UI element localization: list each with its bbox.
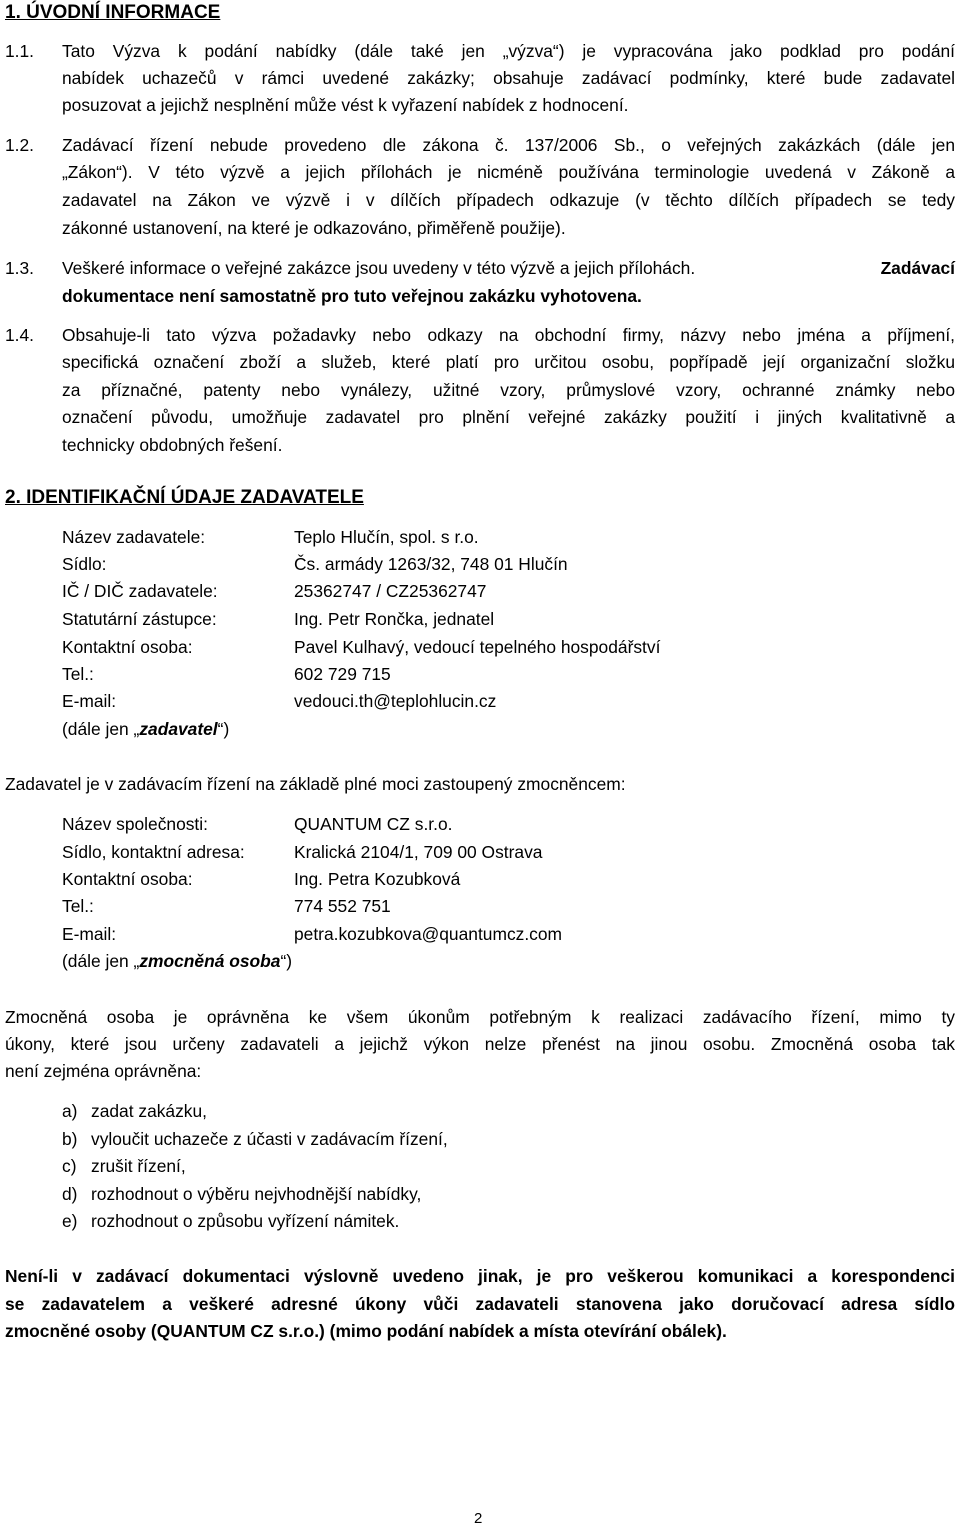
- page-number: 2: [474, 1510, 483, 1527]
- note-line: zmocněné osoby (QUANTUM CZ s.r.o.) (mimo podání nabídek a místa otevírání obálek).: [5, 1321, 727, 1341]
- paragraph-1-3-bold: Zadávací: [880, 258, 955, 278]
- list-item: rozhodnout o způsobu vyřízení námitek.: [91, 1211, 400, 1231]
- proxy-alias: (dále jen „zmocněná osoba“): [62, 951, 293, 971]
- field-value: Ing. Petra Kozubková: [294, 869, 461, 889]
- field-value: 602 729 715: [294, 664, 391, 684]
- paragraph-1-4-line: specifická označení zboží a služeb, které platí pro určitou osobu, popřípadě její organizační složku: [62, 352, 955, 372]
- field-label: Název zadavatele:: [62, 527, 206, 547]
- paragraph-1-4-line: Obsahuje-li tato výzva požadavky nebo odkazy na obchodní firmy, názvy nebo jména a příjmení,: [62, 325, 955, 345]
- list-marker: d): [62, 1184, 78, 1204]
- paragraph-1-2-line: zákonné ustanovení, na které je odkazováno, přiměřeně použije).: [62, 218, 566, 238]
- field-label: Tel.:: [62, 664, 94, 684]
- field-label: Kontaktní osoba:: [62, 637, 193, 657]
- paragraph-1-1-line: posuzovat a jejichž nesplnění může vést k vyřazení nabídek z hodnocení.: [62, 95, 629, 115]
- field-label: IČ / DIČ zadavatele:: [62, 581, 218, 601]
- field-label: Název společnosti:: [62, 814, 208, 834]
- paragraph-1-3-text: Veškeré informace o veřejné zakázce jsou uvedeny v této výzvě a jejich přílohách.: [62, 258, 696, 278]
- authority-line: úkony, které jsou určeny zadavateli a jejichž výkon nelze přenést na jinou osobu. Zmocněná osoba tak: [5, 1034, 955, 1054]
- field-value: Ing. Petr Rončka, jednatel: [294, 609, 495, 629]
- list-marker: e): [62, 1211, 78, 1231]
- paragraph-number-1-1: 1.1.: [5, 41, 35, 61]
- list-marker: b): [62, 1129, 78, 1149]
- paragraph-1-3-bold-line: dokumentace není samostatně pro tuto veřejnou zakázku vyhotovena.: [62, 286, 642, 306]
- field-label: Sídlo, kontaktní adresa:: [62, 842, 245, 862]
- paragraph-number-1-2: 1.2.: [5, 135, 35, 155]
- section-1-heading: 1. ÚVODNÍ INFORMACE: [5, 2, 221, 23]
- list-item: vyloučit uchazeče z účasti v zadávacím řízení,: [91, 1129, 448, 1149]
- paragraph-1-1-line: Tato Výzva k podání nabídky (dále také jen „výzva“) je vypracována jako podklad pro podání: [62, 41, 955, 61]
- field-label: E-mail:: [62, 691, 117, 711]
- field-value: 25362747 / CZ25362747: [294, 581, 487, 601]
- field-value: QUANTUM CZ s.r.o.: [294, 814, 453, 834]
- paragraph-1-3-line: [62, 258, 955, 279]
- field-value: 774 552 751: [294, 896, 391, 916]
- paragraph-number-1-4: 1.4.: [5, 325, 35, 345]
- paragraph-1-2-line: Zadávací řízení nebude provedeno dle zákona č. 137/2006 Sb., o veřejných zakázkách (dále jen: [62, 135, 955, 155]
- list-marker: a): [62, 1101, 78, 1121]
- paragraph-number-1-3: 1.3.: [5, 258, 35, 278]
- field-value: Pavel Kulhavý, vedoucí tepelného hospodářství: [294, 637, 661, 657]
- note-line: Není-li v zadávací dokumentaci výslovně uvedeno jinak, je pro veškerou komunikaci a korespondenci: [5, 1266, 955, 1286]
- field-value: Teplo Hlučín, spol. s r.o.: [294, 527, 479, 547]
- list-item: zrušit řízení,: [91, 1156, 186, 1176]
- paragraph-1-4-line: za příznačné, patenty nebo vynálezy, užitné vzory, průmyslové vzory, ochranné známky nebo: [62, 380, 955, 400]
- authority-line: není zejména oprávněna:: [5, 1061, 202, 1081]
- field-value: vedouci.th@teplohlucin.cz: [294, 691, 497, 711]
- list-item: rozhodnout o výběru nejvhodnější nabídky,: [91, 1184, 422, 1204]
- field-label: E-mail:: [62, 924, 117, 944]
- field-label: Sídlo:: [62, 554, 107, 574]
- paragraph-1-2-line: „Zákon“). V této výzvě a jejich přílohách je nicméně používána terminologie uvedená v Zákoně a: [62, 162, 955, 182]
- proxy-intro: Zadavatel je v zadávacím řízení na základě plné moci zastoupený zmocněncem:: [5, 774, 626, 794]
- contracting-alias: (dále jen „zadavatel“): [62, 719, 230, 739]
- field-label: Tel.:: [62, 896, 94, 916]
- authority-line: Zmocněná osoba je oprávněna ke všem úkonům potřebným k realizaci zadávacího řízení, mimo ty: [5, 1007, 955, 1027]
- paragraph-1-4-line: technicky obdobných řešení.: [62, 435, 283, 455]
- section-2-heading: 2. IDENTIFIKAČNÍ ÚDAJE ZADAVATELE: [5, 487, 364, 508]
- field-label: Statutární zástupce:: [62, 609, 217, 629]
- field-label: Kontaktní osoba:: [62, 869, 193, 889]
- list-item: zadat zakázku,: [91, 1101, 208, 1121]
- field-value: Čs. armády 1263/32, 748 01 Hlučín: [294, 554, 568, 574]
- paragraph-1-2-line: zadavatel na Zákon ve výzvě i v dílčích případech odkazuje (v těchto dílčích případech se tedy: [62, 190, 955, 210]
- note-line: se zadavatelem a veškeré adresné úkony vůči zadavateli stanovena jako doručovací adresa sídlo: [5, 1294, 955, 1314]
- field-value: petra.kozubkova@quantumcz.com: [294, 924, 563, 944]
- paragraph-1-4-line: označení původu, umožňuje zadavatel pro plnění veřejné zakázky použití i jiných kvalitativně a: [62, 407, 955, 427]
- list-marker: c): [62, 1156, 77, 1176]
- paragraph-1-1-line: nabídek uchazečů v rámci uvedené zakázky; obsahuje zadávací podmínky, které bude zadavatel: [62, 68, 955, 88]
- field-value: Kralická 2104/1, 709 00 Ostrava: [294, 842, 543, 862]
